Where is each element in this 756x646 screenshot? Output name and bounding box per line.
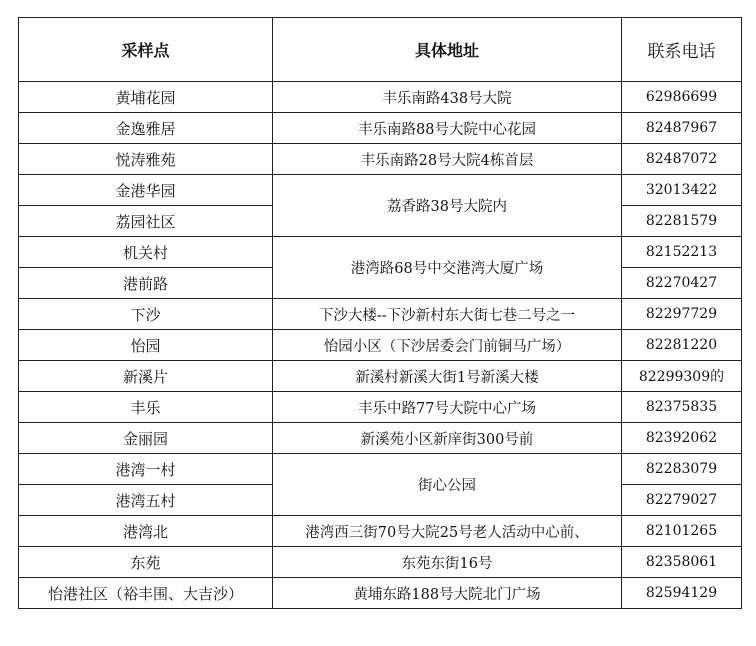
site-cell: 荔园社区 (19, 206, 273, 237)
site-cell: 港湾五村 (19, 485, 273, 516)
phone-cell: 82297729 (622, 299, 742, 330)
table-row (19, 237, 742, 268)
header-phone: 联系电话 (622, 18, 742, 82)
site-cell: 怡园 (19, 330, 273, 361)
phone-cell: 82299309的 (622, 361, 742, 392)
phone-cell: 82487072 (622, 144, 742, 175)
site-cell: 金港华园 (19, 175, 273, 206)
table-row (19, 330, 742, 361)
header-site: 采样点 (19, 18, 273, 82)
site-cell: 机关村 (19, 237, 273, 268)
site-cell: 黄埔花园 (19, 82, 273, 113)
address-cell: 东苑东街16号 (273, 547, 622, 578)
table-row (19, 82, 742, 113)
site-cell: 港湾北 (19, 516, 273, 547)
site-cell: 港前路 (19, 268, 273, 299)
table-row (19, 454, 742, 485)
table-row (19, 516, 742, 547)
address-cell: 新溪苑小区新庠街300号前 (273, 423, 622, 454)
phone-cell: 82270427 (622, 268, 742, 299)
site-cell: 悦涛雅苑 (19, 144, 273, 175)
phone-cell: 82392062 (622, 423, 742, 454)
site-cell: 金逸雅居 (19, 113, 273, 144)
header-row (19, 18, 742, 82)
phone-cell: 82281579 (622, 206, 742, 237)
address-cell: 黄埔东路188号大院北门广场 (273, 578, 622, 609)
sampling-sites-table (18, 17, 742, 609)
address-cell: 丰乐南路28号大院4栋首层 (273, 144, 622, 175)
site-cell: 金丽园 (19, 423, 273, 454)
phone-cell: 62986699 (622, 82, 742, 113)
address-cell: 怡园小区（下沙居委会门前铜马广场） (273, 330, 622, 361)
address-cell: 丰乐南路88号大院中心花园 (273, 113, 622, 144)
phone-cell: 32013422 (622, 175, 742, 206)
site-cell: 下沙 (19, 299, 273, 330)
phone-cell: 82594129 (622, 578, 742, 609)
table-row (19, 144, 742, 175)
table-row (19, 547, 742, 578)
table-row (19, 299, 742, 330)
site-cell: 港湾一村 (19, 454, 273, 485)
header-address: 具体地址 (273, 18, 622, 82)
address-cell: 新溪村新溪大街1号新溪大楼 (273, 361, 622, 392)
phone-cell: 82101265 (622, 516, 742, 547)
phone-cell: 82358061 (622, 547, 742, 578)
table-row (19, 423, 742, 454)
table-row (19, 175, 742, 206)
address-cell: 丰乐南路438号大院 (273, 82, 622, 113)
site-cell: 新溪片 (19, 361, 273, 392)
address-cell: 荔香路38号大院内 (273, 175, 622, 237)
phone-cell: 82283079 (622, 454, 742, 485)
table-row (19, 578, 742, 609)
phone-cell: 82279027 (622, 485, 742, 516)
address-cell: 港湾西三街70号大院25号老人活动中心前、 (273, 516, 622, 547)
site-cell: 怡港社区（裕丰围、大吉沙） (19, 578, 273, 609)
phone-cell: 82152213 (622, 237, 742, 268)
site-cell: 丰乐 (19, 392, 273, 423)
table-row (19, 361, 742, 392)
address-cell: 下沙大楼--下沙新村东大街七巷二号之一 (273, 299, 622, 330)
phone-cell: 82487967 (622, 113, 742, 144)
phone-cell: 82375835 (622, 392, 742, 423)
address-cell: 丰乐中路77号大院中心广场 (273, 392, 622, 423)
address-cell: 街心公园 (273, 454, 622, 516)
table-row (19, 392, 742, 423)
site-cell: 东苑 (19, 547, 273, 578)
table-row (19, 113, 742, 144)
phone-cell: 82281220 (622, 330, 742, 361)
address-cell: 港湾路68号中交港湾大厦广场 (273, 237, 622, 299)
